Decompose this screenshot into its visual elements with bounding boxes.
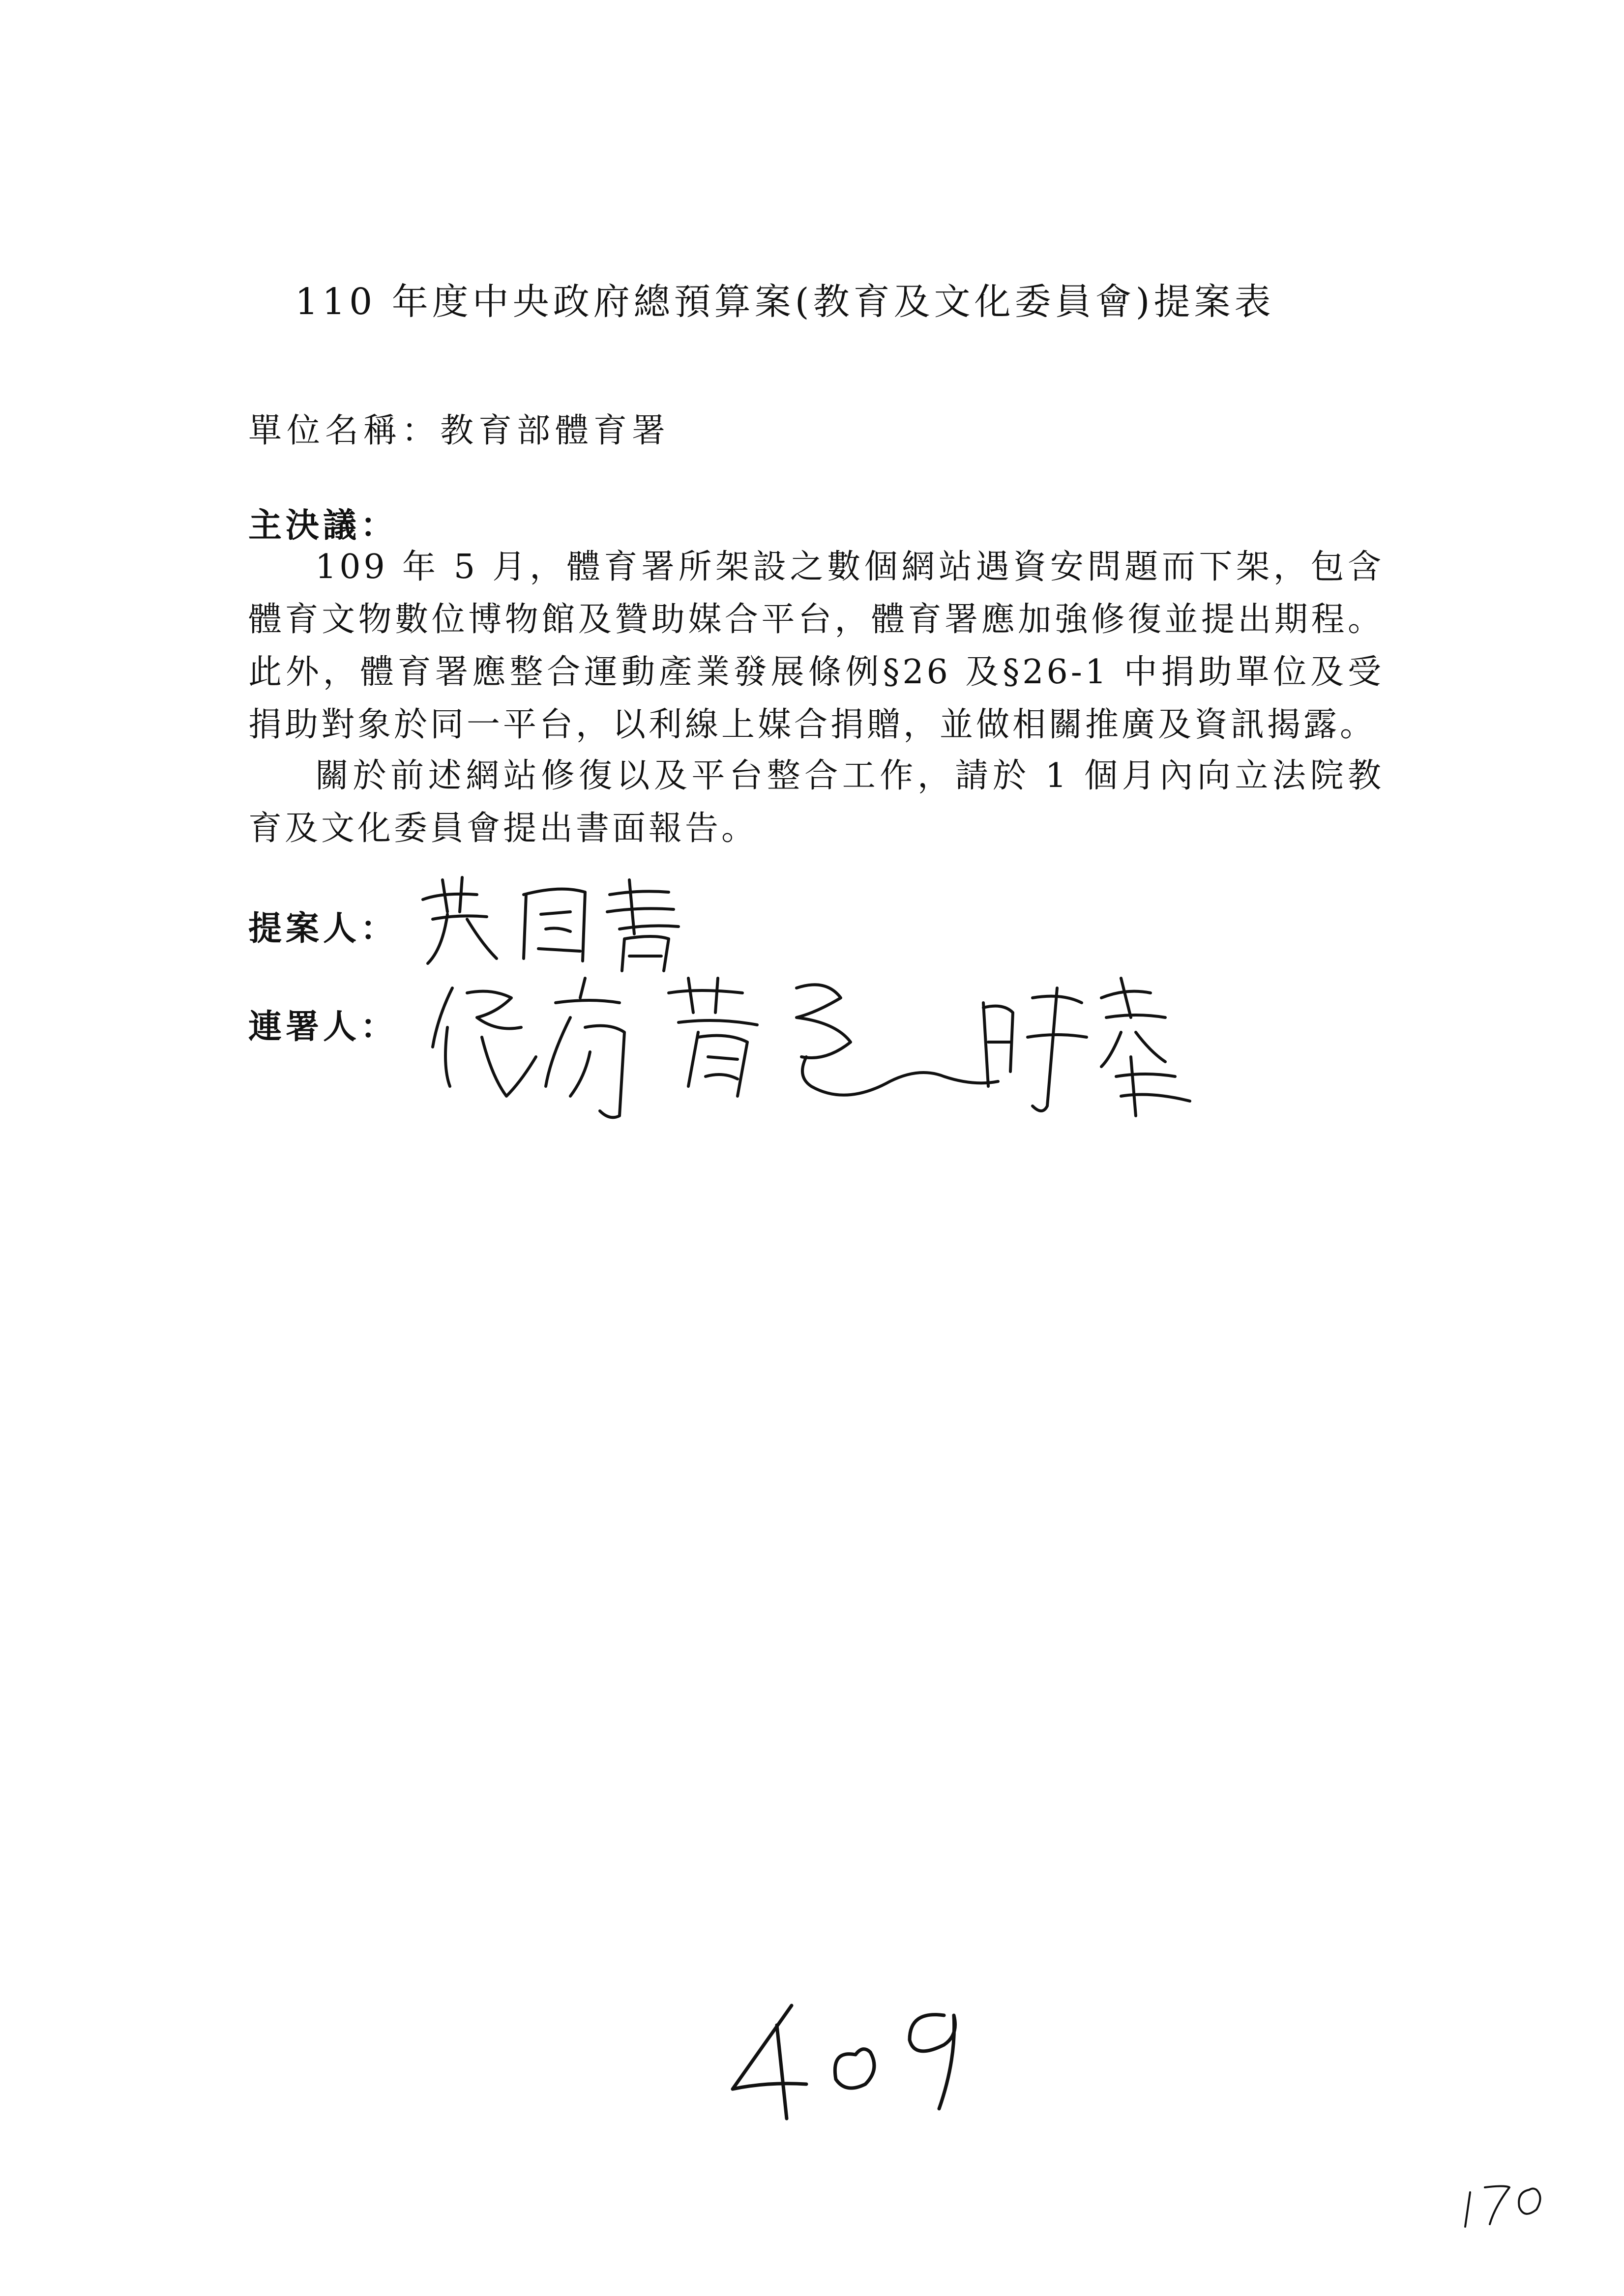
resolution-heading: 主決議：	[248, 506, 398, 545]
cosigner-signatures	[423, 959, 1249, 1145]
handwritten-page-number	[723, 1996, 998, 2123]
document-title: 110 年度中央政府總預算案(教育及文化委員會)提案表	[295, 281, 1275, 323]
cosigner-label: 連署人：	[248, 1008, 398, 1046]
resolution-paragraph-2: 關於前述網站修復以及平台整合工作，請於 1 個月內向立法院教育及文化委員會提出書面報告。	[248, 756, 1384, 848]
handwritten-corner-number	[1455, 2173, 1554, 2232]
proposer-label: 提案人：	[248, 909, 398, 948]
resolution-paragraph-1: 109 年 5 月，體育署所架設之數個網站遇資安問題而下架，包含體育文物數位博物館及贊助媒合平台，體育署應加強修復並提出期程。此外，體育署應整合運動產業發展條例§26 及§26-1 中捐助單位及受捐助對象於同一平台，以利線上媒合捐贈，並做相關推廣及資訊揭露。	[248, 548, 1384, 744]
unit-line: 單位名稱：教育部體育署	[248, 411, 671, 450]
